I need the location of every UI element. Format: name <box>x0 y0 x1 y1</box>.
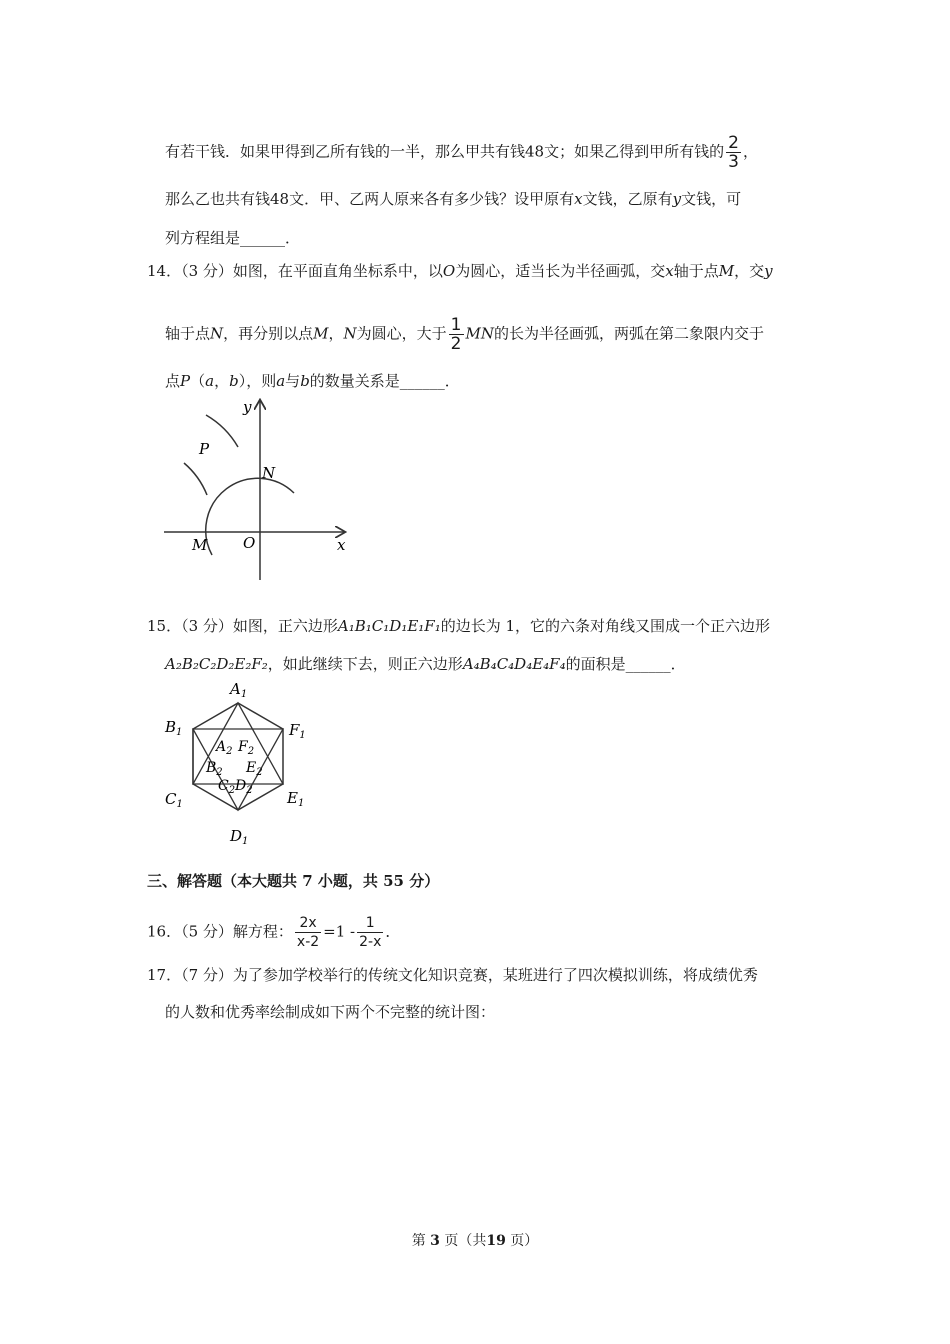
label-f1: $F_1$ <box>289 721 306 741</box>
point-n-label: N <box>262 464 276 482</box>
q16-number: 16． <box>147 922 182 941</box>
label-f2: $F_2$ <box>238 739 255 757</box>
point-p-label: P <box>199 440 210 458</box>
q14-line-2: 轴于点N，再分别以点M，N为圆心，大于 $\frac{1}{2}$ MN的长为半径画弧，两弧在第二象限内交于 <box>165 315 764 354</box>
arc-center-m <box>206 415 238 447</box>
q13-fraction: $\frac{2}{3}$ <box>728 133 739 172</box>
label-d1: $D_1$ <box>230 827 249 847</box>
q15-line-1: 15．（3 分）如图，正六边形A₁B₁C₁D₁E₁F₁的边长为 1，它的六条对角线又围成一个正六边形 <box>147 617 771 635</box>
q15-hexagon-figure <box>160 680 320 850</box>
current-page: 3 <box>430 1233 440 1249</box>
label-b2: $B_2$ <box>206 760 223 778</box>
q15-number: 15． <box>147 617 182 635</box>
label-e2: $E_2$ <box>246 760 263 778</box>
point-o-label: O <box>243 534 256 552</box>
q16-rhs-fraction: $\frac{1}{2-x}$ <box>359 915 382 950</box>
q17-number: 17． <box>147 966 182 984</box>
y-axis-label: y <box>243 398 252 416</box>
q14-fraction: $\frac{1}{2}$ <box>450 315 462 354</box>
label-a2: $A_2$ <box>216 739 233 757</box>
label-d2: $D_2$ <box>235 778 253 796</box>
q16-lhs-fraction: $\frac{2x}{x-2}$ <box>296 915 320 950</box>
q17-line-1: 17．（7 分）为了参加学校举行的传统文化知识竞赛，某班进行了四次模拟训练，将成绩优秀 <box>147 966 758 984</box>
q15-line-2: A₂B₂C₂D₂E₂F₂，如此继续下去，则正六边形A₄B₄C₄D₄E₄F₄的面积是______． <box>165 655 686 673</box>
q14-coordinate-figure <box>160 395 360 585</box>
label-b1: $B_1$ <box>165 718 183 738</box>
arc-center-n <box>184 463 207 495</box>
q14-line-1: 14．（3 分）如图，在平面直角坐标系中，以O为圆心，适当长为半径画弧，交x轴于点M，交y <box>147 262 773 280</box>
q13-line-1: 有若干钱．如果甲得到乙所有钱的一半，那么甲共有钱48文；如果乙得到甲所有钱的 $\frac{2}{3}$ ， <box>165 133 758 172</box>
label-c1: $C_1$ <box>165 790 183 810</box>
label-e1: $E_1$ <box>287 789 305 809</box>
label-a1: $A_1$ <box>230 680 248 700</box>
q14-line-3: 点P（a，b），则a与b的数量关系是______． <box>165 372 460 390</box>
point-m-label: M <box>192 536 208 554</box>
x-axis-label: x <box>337 536 346 554</box>
q17-line-2: 的人数和优秀率绘制成如下两个不完整的统计图： <box>165 1003 496 1021</box>
q16-line: 16．（5 分）解方程： $\frac{2x}{x-2}$ =1 - $\frac{1}{2-x}$ ． <box>147 915 401 950</box>
section-3-heading: 三、解答题（本大题共 7 小题，共 55 分） <box>147 872 440 890</box>
total-pages: 19 <box>486 1233 506 1249</box>
label-c2: $C_2$ <box>218 778 236 796</box>
q13-line-2: 那么乙也共有钱48文．甲、乙两人原来各有多少钱？设甲原有x文钱，乙原有y文钱，可 <box>165 190 742 208</box>
page-footer: 第 3 页（共19 页） <box>411 1233 539 1249</box>
q13-line-3: 列方程组是______． <box>165 229 301 247</box>
q14-number: 14． <box>147 262 182 280</box>
